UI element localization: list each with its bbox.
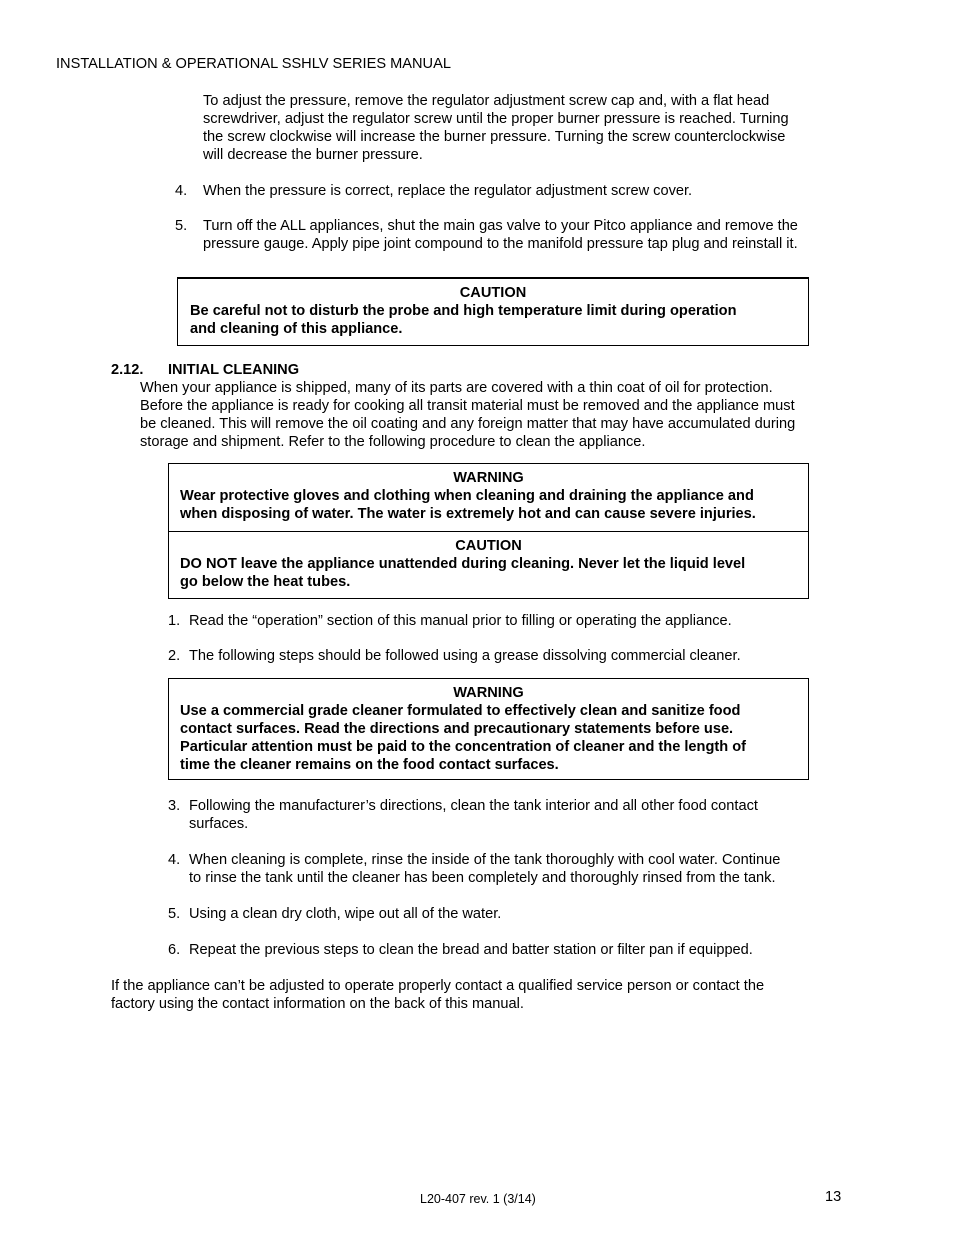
text-line: Turn off the ALL appliances, shut the main gas valve to your Pitco appliance and remove the xyxy=(203,218,798,234)
text-line: Using a clean dry cloth, wipe out all of the water. xyxy=(189,906,502,922)
section-number: 2.12. xyxy=(111,362,144,378)
caution-line: go below the heat tubes. xyxy=(180,574,351,590)
step-number: 6. xyxy=(168,942,181,958)
text-line: storage and shipment. Refer to the following procedure to clean the appliance. xyxy=(140,434,646,450)
text-line: When your appliance is shipped, many of its parts are covered with a thin coat of oil for protection. xyxy=(140,380,773,396)
caution-title: CAUTION xyxy=(459,285,527,301)
text-line: to rinse the tank until the cleaner has been completely and thoroughly rinsed from the tank. xyxy=(189,870,776,886)
section-body xyxy=(140,379,795,451)
caution-line: DO NOT leave the appliance unattended during cleaning. Never let the liquid level xyxy=(180,556,746,572)
closing-paragraph xyxy=(111,977,764,1013)
warning-line: Particular attention must be paid to the concentration of cleaner and the length of xyxy=(180,739,746,755)
step-text xyxy=(189,905,501,923)
step-text xyxy=(189,612,732,630)
document-code: L20-407 rev. 1 (3/14) xyxy=(420,1192,536,1206)
text-line: pressure gauge. Apply pipe joint compound to the manifold pressure tap plug and reinstall it. xyxy=(203,236,798,252)
caution-line: Be careful not to disturb the probe and high temperature limit during operation xyxy=(190,303,737,319)
text-line: To adjust the pressure, remove the regulator adjustment screw cap and, with a flat head xyxy=(203,93,770,109)
step-number: 4. xyxy=(175,183,188,199)
text-line: Following the manufacturer’s directions, clean the tank interior and all other food contact xyxy=(189,798,758,814)
text-line: surfaces. xyxy=(189,816,249,832)
step-number: 3. xyxy=(168,798,181,814)
text-line: If the appliance can’t be adjusted to operate properly contact a qualified service person or contact the xyxy=(111,978,765,994)
step-text xyxy=(189,647,741,665)
caution-line: and cleaning of this appliance. xyxy=(190,321,403,337)
step-text xyxy=(203,182,692,200)
warning-caution-box xyxy=(168,463,809,599)
step-number: 2. xyxy=(168,648,181,664)
section-title: INITIAL CLEANING xyxy=(168,362,300,378)
step-text xyxy=(189,851,780,887)
warning-line: Use a commercial grade cleaner formulated to effectively clean and sanitize food xyxy=(180,703,741,719)
text-line: Before the appliance is ready for cooking all transit material must be removed and the appliance must xyxy=(140,398,795,414)
warning-section xyxy=(169,464,808,532)
warning-box xyxy=(168,678,809,780)
step-text xyxy=(203,217,798,253)
step-text xyxy=(189,797,758,833)
adjust-pressure-paragraph xyxy=(203,92,789,164)
text-line: will decrease the burner pressure. xyxy=(203,147,423,163)
text-line: When the pressure is correct, replace the regulator adjustment screw cover. xyxy=(203,183,693,199)
warning-title: WARNING xyxy=(453,685,524,701)
warning-line: Wear protective gloves and clothing when cleaning and draining the appliance and xyxy=(180,488,754,504)
step-number: 1. xyxy=(168,613,181,629)
text-line: Repeat the previous steps to clean the bread and batter station or filter pan if equipped. xyxy=(189,942,753,958)
text-line: the screw clockwise will increase the burner pressure. Turning the screw counterclockwise xyxy=(203,129,786,145)
page-header: INSTALLATION & OPERATIONAL SSHLV SERIES MANUAL xyxy=(56,56,451,72)
caution-section xyxy=(169,532,808,591)
text-line: The following steps should be followed using a grease dissolving commercial cleaner. xyxy=(189,648,741,664)
step-number: 5. xyxy=(175,218,188,234)
caution-title: CAUTION xyxy=(455,538,522,554)
step-text xyxy=(189,941,753,959)
warning-line: when disposing of water. The water is extremely hot and can cause severe injuries. xyxy=(180,506,756,522)
caution-box xyxy=(177,277,809,346)
warning-line: time the cleaner remains on the food contact surfaces. xyxy=(180,757,559,773)
warning-title: WARNING xyxy=(453,470,524,486)
text-line: When cleaning is complete, rinse the inside of the tank thoroughly with cool water. Continue xyxy=(189,852,781,868)
step-number: 5. xyxy=(168,906,181,922)
page-number: 13 xyxy=(825,1189,842,1205)
text-line: be cleaned. This will remove the oil coating and any foreign matter that may have accumulated during xyxy=(140,416,796,432)
text-line: factory using the contact information on the back of this manual. xyxy=(111,996,524,1012)
warning-line: contact surfaces. Read the directions and precautionary statements before use. xyxy=(180,721,734,737)
text-line: screwdriver, adjust the regulator screw until the proper burner pressure is reached. Turning xyxy=(203,111,789,127)
text-line: Read the “operation” section of this manual prior to filling or operating the appliance. xyxy=(189,613,732,629)
step-number: 4. xyxy=(168,852,181,868)
